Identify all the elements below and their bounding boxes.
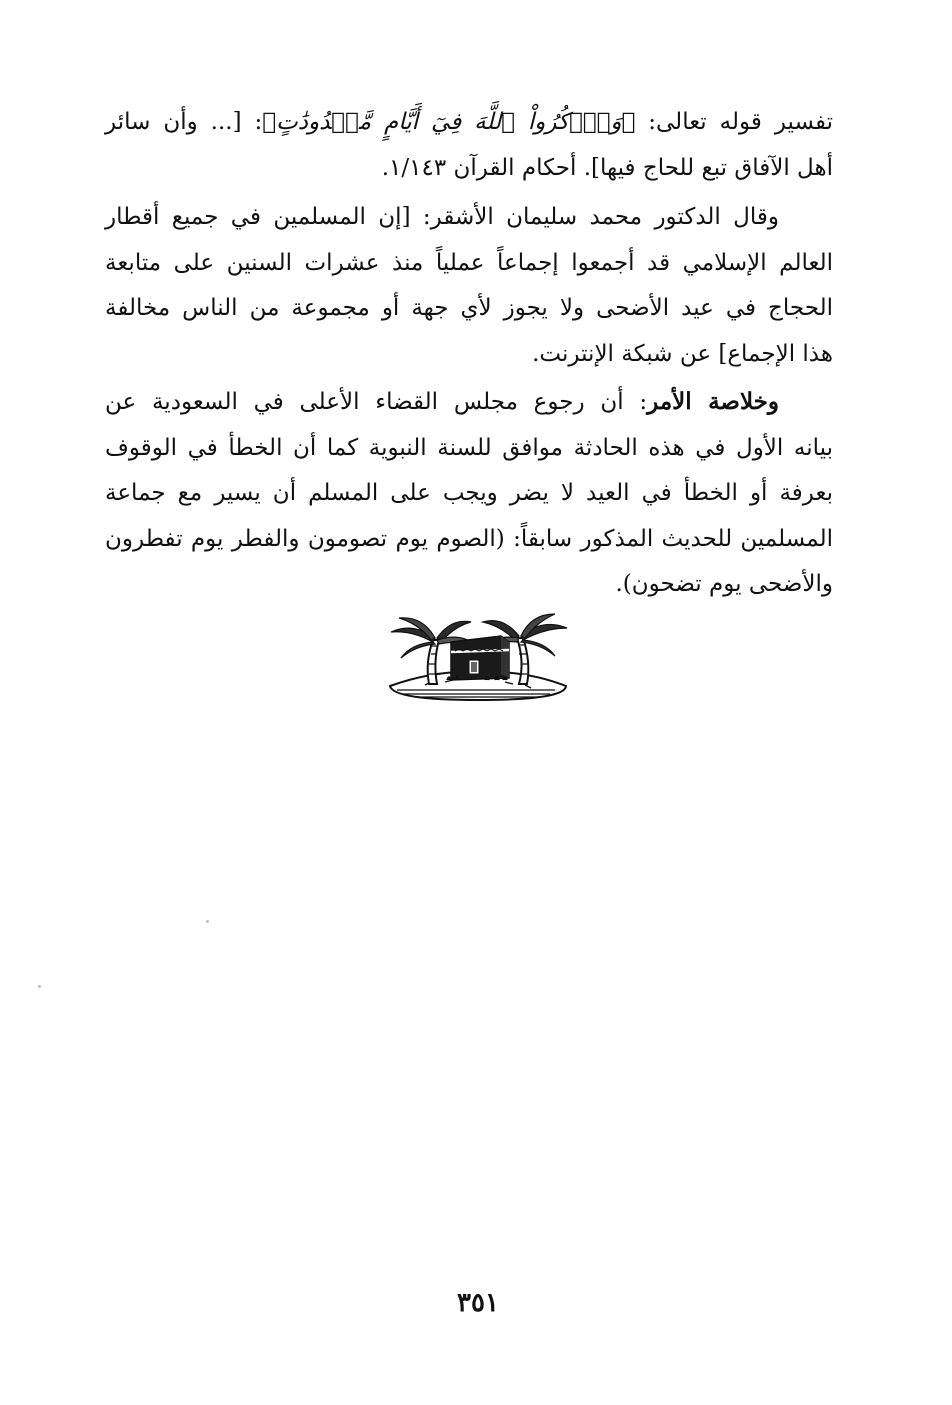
- kaaba-palm-trees-icon: [385, 612, 571, 704]
- text-segment: : [... وأن سائر: [105, 109, 263, 135]
- text-line: والأضحى يوم تضحون).: [615, 571, 833, 597]
- quran-verse: ﴿وَٱذۡكُرُواْ ٱللَّهَ فِيٓ أَيَّامٍ مَّعۡدُودَٰتٍ﴾: [262, 109, 636, 135]
- text-line: الحجاج في عيد الأضحى ولا يجوز لأي جهة أو مجموعة من الناس مخالفة: [105, 295, 833, 321]
- text-segment: : أن رجوع مجلس القضاء الأعلى في السعودية عن: [105, 389, 648, 415]
- text-line: [105, 100, 833, 146]
- scan-speck: [206, 920, 209, 923]
- text-line: هذا الإجماع] عن شبكة الإنترنت.: [532, 340, 833, 367]
- text-line: وقال الدكتور محمد سليمان الأشقر: [إن المسلمين في جميع أقطار: [105, 204, 779, 230]
- conclusion-heading: وخلاصة الأمر: [647, 388, 779, 415]
- page-number: ٣٥١: [457, 1288, 499, 1318]
- text-line: [105, 379, 833, 426]
- scan-speck: [38, 985, 41, 988]
- paragraph-ashqar-quote: [105, 195, 833, 377]
- text-line: بيانه الأول في هذه الحادثة موافق للسنة النبوية كما أن الخطأ في الوقوف: [105, 434, 833, 461]
- paragraph-quran-tafsir: [105, 100, 833, 191]
- text-line: بعرفة أو الخطأ في العيد لا يضر ويجب على المسلم أن يسير مع جماعة: [105, 480, 833, 506]
- text-line: العالم الإسلامي قد أجمعوا إجماعاً عملياً منذ عشرات السنين على متابعة: [105, 249, 833, 276]
- paragraph-conclusion: [105, 379, 833, 608]
- text-line: المسلمين للحديث المذكور سابقاً: (الصوم يوم تصومون والفطر يوم تفطرون: [105, 525, 833, 552]
- text-line: أهل الآفاق تبع للحاج فيها]. أحكام القرآن ١/١٤٣.: [381, 154, 833, 181]
- text-segment: تفسير قوله تعالى:: [635, 109, 833, 135]
